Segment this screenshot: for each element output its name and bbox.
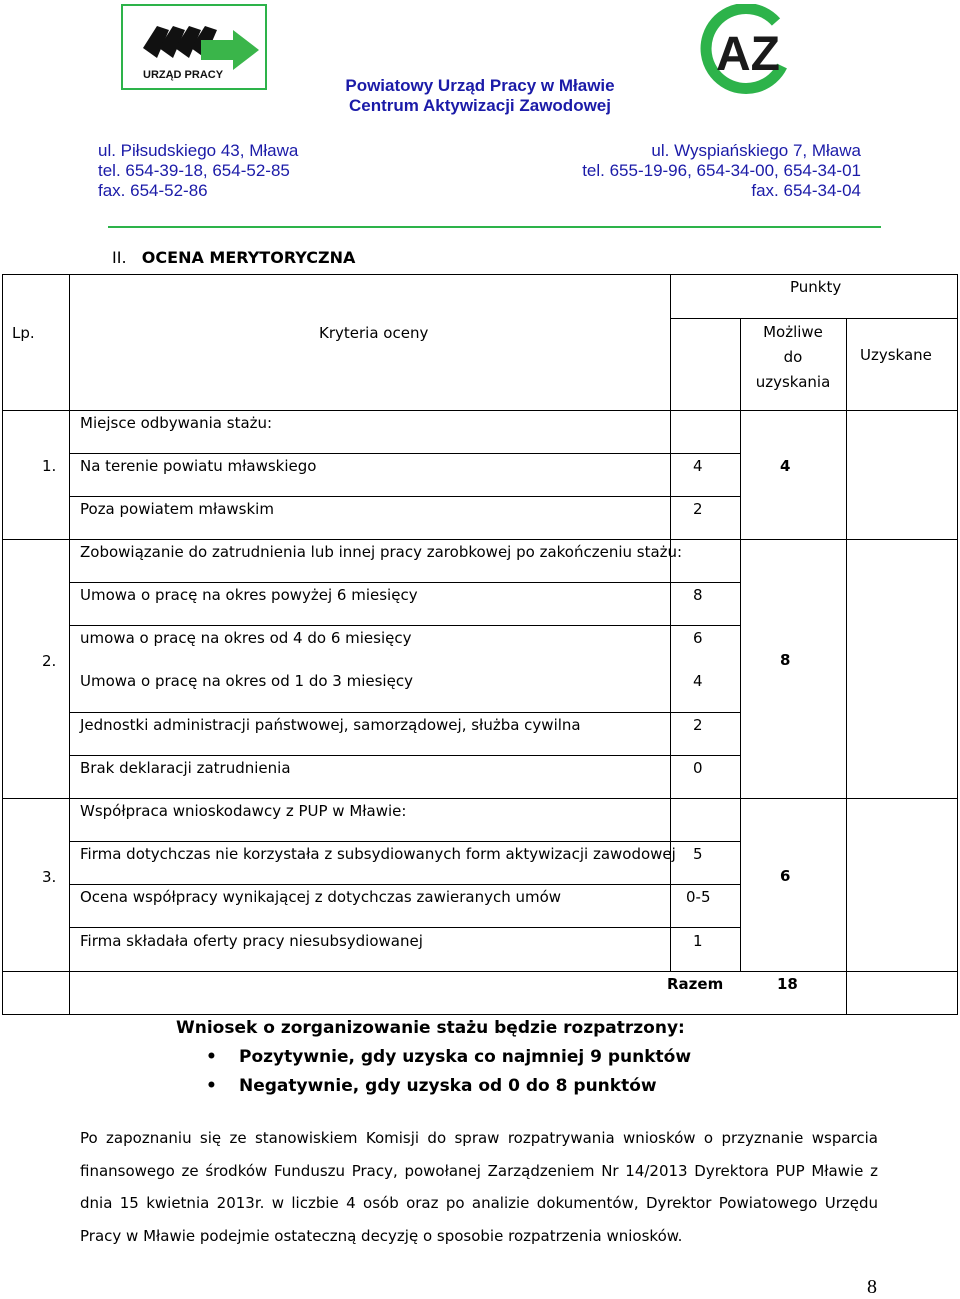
criterion-1-2: Poza powiatem mławskim — [80, 500, 274, 518]
criterion-3-3: Firma składała oferty pracy niesubsydiowanej — [80, 932, 423, 950]
criterion-2-1: Umowa o pracę na okres powyżej 6 miesięcy — [80, 586, 418, 604]
points-2-2: 6 — [693, 629, 703, 647]
office-title-line1: Powiatowy Urząd Pracy w Mławie — [345, 76, 615, 95]
total-value: 18 — [777, 975, 798, 993]
header-possible: Możliwe do uzyskania — [755, 323, 831, 391]
obtained-3: 6 — [780, 867, 791, 885]
summary-item-negative: • Negatywnie, gdy uzyska od 0 do 8 punktów — [206, 1076, 657, 1096]
office-title-line2: Centrum Aktywizacji Zawodowej — [349, 96, 611, 115]
total-label: Razem — [667, 975, 724, 993]
lp-3: 3. — [42, 868, 57, 886]
criterion-2-0: Zobowiązanie do zatrudnienia lub innej pracy zarobkowej po zakończeniu stażu: — [80, 543, 683, 561]
criterion-3-2: Ocena współpracy wynikającej z dotychczas zawieranych umów — [80, 888, 562, 906]
criterion-2-3: Umowa o pracę na okres od 1 do 3 miesięcy — [80, 672, 413, 690]
svg-text:URZĄD PRACY: URZĄD PRACY — [143, 69, 224, 81]
closing-paragraph: Po zapoznaniu się ze stanowiskiem Komisji do spraw rozpatrywania wniosków o przyznanie wsparcia finansowego ze środków Funduszu Pracy, powołanej Zarządzeniem Nr 14/2013 Dyrektora PUP Mławie z dnia 15 kwietnia 2013r. w liczbie 4 osób oraz po analizie dokumentów, Dyrektor Powiatowego Urzędu Pracy w Mławie podejmie ostateczną decyzję o sposobie rozpatrzenia wniosków. — [80, 1129, 878, 1245]
header-criteria: Kryteria oceny — [319, 324, 429, 342]
points-2-1: 8 — [693, 586, 703, 604]
left-address: ul. Piłsudskiego 43, Mława tel. 654-39-18, 654-52-85 fax. 654-52-86 — [98, 141, 299, 200]
section-heading: II. OCENA MERYTORYCZNA — [112, 248, 356, 267]
svg-text:AZ: AZ — [716, 28, 780, 81]
points-2-5: 0 — [693, 759, 703, 777]
page-number: 8 — [867, 1276, 877, 1298]
criterion-2-5: Brak deklaracji zatrudnienia — [80, 759, 291, 777]
points-2-4: 2 — [693, 716, 703, 734]
summary-item-positive: • Pozytywnie, gdy uzyska co najmniej 9 punktów — [206, 1047, 692, 1067]
header-points: Punkty — [790, 278, 842, 296]
criterion-2-2: umowa o pracę na okres od 4 do 6 miesięcy — [80, 629, 412, 647]
obtained-2: 8 — [780, 651, 791, 669]
criterion-1-1: Na terenie powiatu mławskiego — [80, 457, 317, 475]
lp-2: 2. — [42, 652, 57, 670]
obtained-1: 4 — [780, 457, 791, 475]
points-2-3: 4 — [693, 672, 703, 690]
points-3-1: 5 — [693, 845, 703, 863]
criterion-1-0: Miejsce odbywania stażu: — [80, 414, 273, 432]
summary-heading: Wniosek o zorganizowanie stażu będzie rozpatrzony: — [176, 1018, 685, 1038]
criterion-3-1: Firma dotychczas nie korzystała z subsydiowanych form aktywizacji zawodowej — [80, 845, 676, 863]
points-1-2: 2 — [693, 500, 703, 518]
points-1-1: 4 — [693, 457, 703, 475]
points-3-2: 0-5 — [686, 888, 711, 906]
points-3-3: 1 — [693, 932, 703, 950]
lp-1: 1. — [42, 457, 57, 475]
header-obtained: Uzyskane — [860, 346, 932, 364]
header-lp: Lp. — [12, 324, 35, 342]
right-address: ul. Wyspiańskiego 7, Mława tel. 655-19-96, 654-34-00, 654-34-01 fax. 654-34-04 — [582, 141, 861, 200]
criterion-3-0: Współpraca wnioskodawcy z PUP w Mławie: — [80, 802, 407, 820]
criterion-2-4: Jednostki administracji państwowej, samorządowej, służba cywilna — [80, 716, 581, 734]
